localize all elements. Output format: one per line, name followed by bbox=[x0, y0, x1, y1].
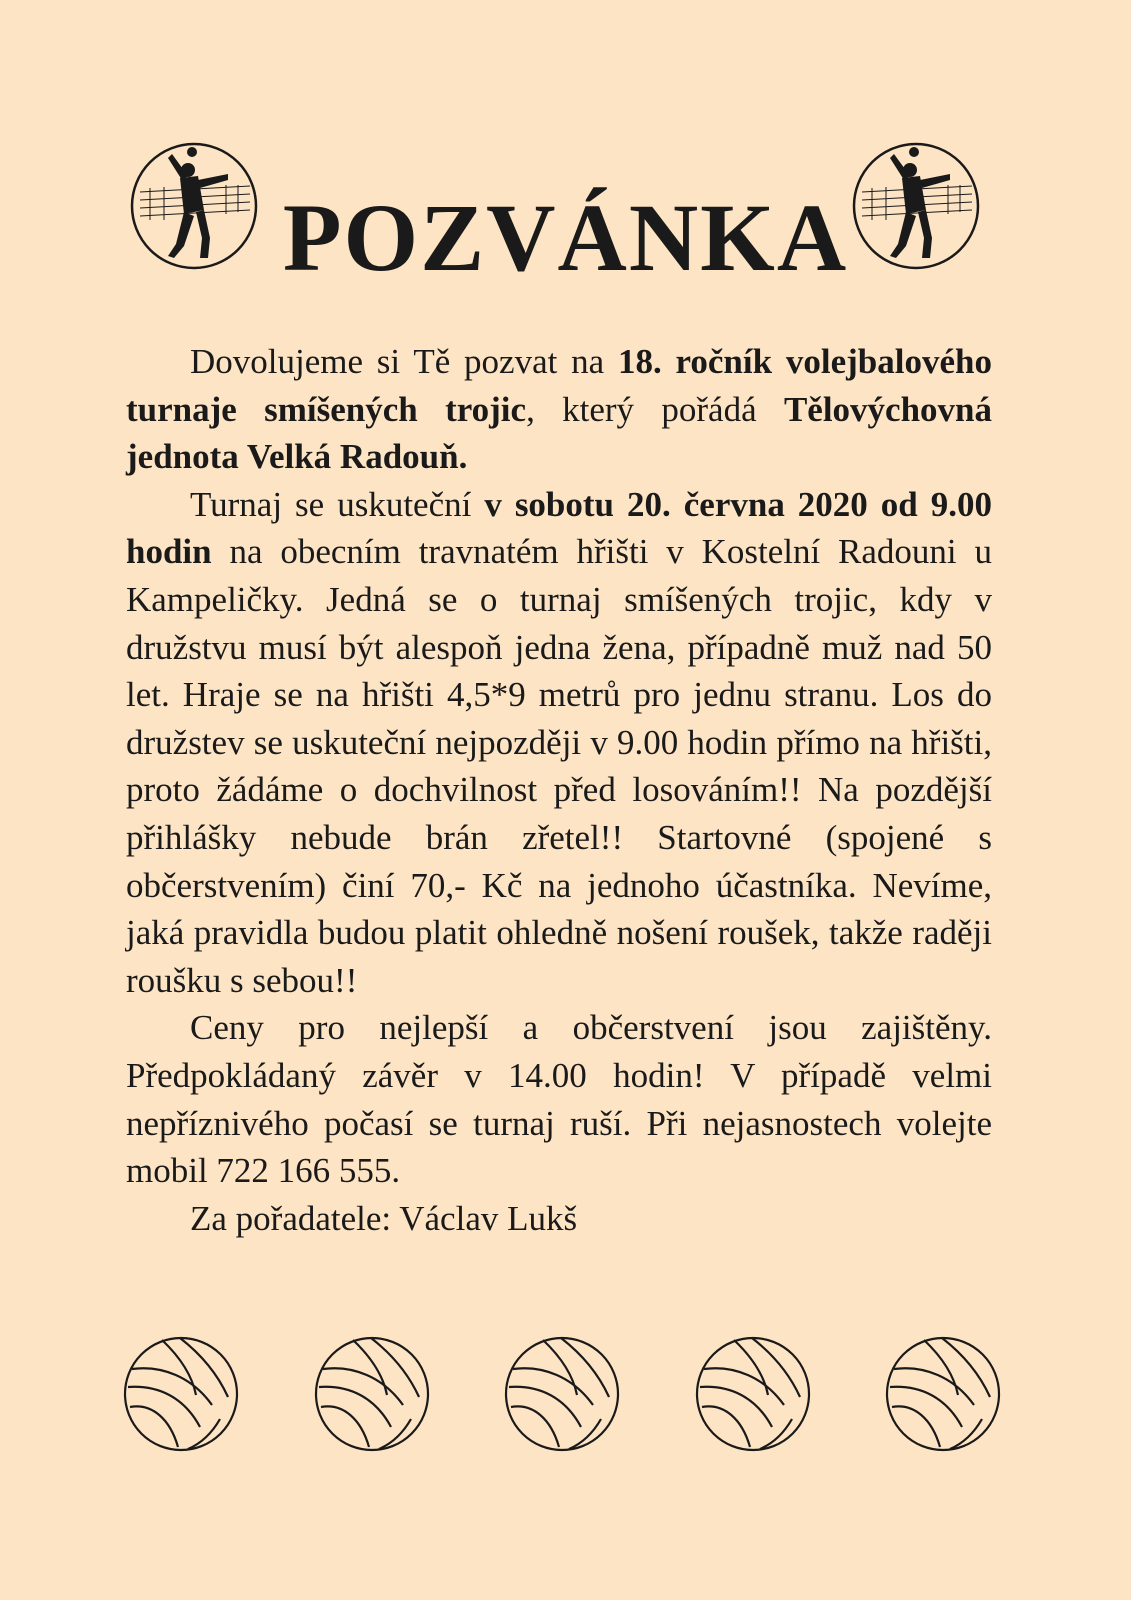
text-run-bold: v sobotu 20. června 2020 od 9.00 hodin bbox=[126, 484, 992, 572]
volleyball-icon bbox=[313, 1335, 431, 1453]
page-title: POZVÁNKA bbox=[282, 184, 849, 291]
text-run: Turnaj se uskuteční bbox=[190, 484, 485, 524]
text-run-bold: Tělovýchovná jednota Velká Radouň. bbox=[126, 389, 993, 477]
volleyball-player-icon bbox=[850, 140, 982, 272]
text-run: Ceny pro nejlepší a občerstvení jsou zajištěny. Předpokládaný závěr v 14.00 hodin! V případě velmi nepříznivého počasí se turnaj ruší. Při nejasnostech volejte mobil 722 166 555. bbox=[126, 1008, 992, 1191]
volleyball-icon bbox=[694, 1335, 812, 1453]
text-run: Dovolujeme si Tě pozvat na bbox=[190, 342, 618, 381]
text-run: , který pořádá bbox=[526, 389, 784, 429]
paragraph-prizes bbox=[126, 1004, 992, 1194]
volleyball-row bbox=[122, 1335, 1002, 1453]
signature: Za pořadatele: Václav Lukš bbox=[190, 1198, 578, 1238]
paragraph-intro bbox=[126, 338, 992, 481]
invitation-text bbox=[126, 338, 992, 1242]
volleyball-icon bbox=[122, 1335, 240, 1453]
volleyball-icon bbox=[503, 1335, 621, 1453]
paragraph-details bbox=[126, 481, 992, 1005]
volleyball-icon bbox=[884, 1335, 1002, 1453]
text-run-bold: 18. ročník volejbalového turnaje smíšených trojic bbox=[126, 342, 992, 429]
text-run: na obecním travnatém hřišti v Kostelní Radouni u Kampeličky. Jedná se o turnaj smíšených trojic, kdy v družstvu musí být alespoň jedna žena, případně muž nad 50 let. Hraje se na hřišti 4,5*9 metrů pro jednu stranu. Los do družstev se uskuteční nejpozději v 9.00 hodin přímo na hřišti, proto žádáme o dochvilnost před losováním!! Na pozdější přihlášky nebude brán zřetel!! Startovné (spojené s občerstvením) činí 70,- Kč na jednoho účastníka. Nevíme, jaká pravidla budou platit ohledně nošení roušek, takže raději roušku s sebou!! bbox=[126, 532, 992, 1000]
